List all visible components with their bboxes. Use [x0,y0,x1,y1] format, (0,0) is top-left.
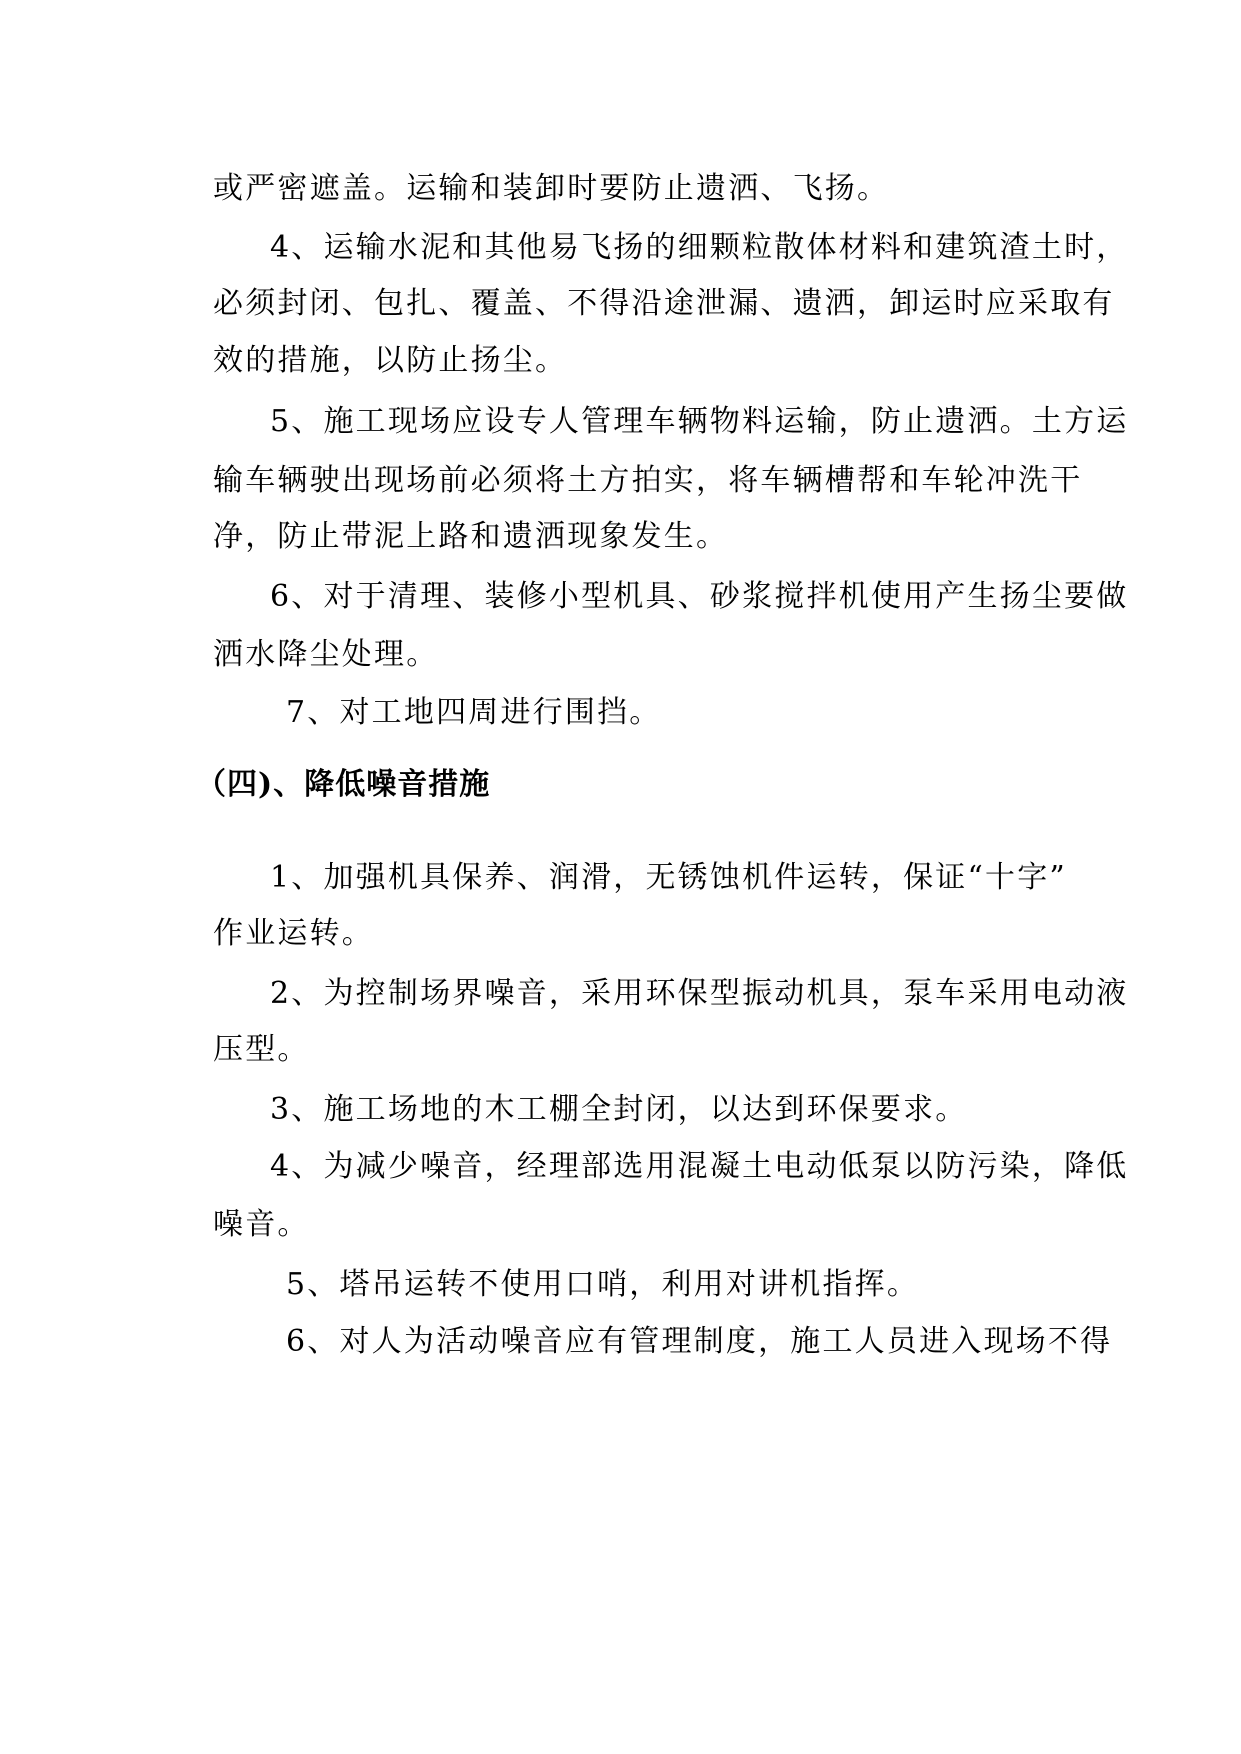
text-line: 输车辆驶出现场前必须将土方拍实，将车辆槽帮和车轮冲洗干 [213,463,1083,498]
list-item-4-line1: 4、为减少噪音，经理部选用混凝土电动低泵以防污染，降低 [270,1149,1129,1184]
section-heading: （四)、降低噪音措施 [196,767,491,802]
list-item-2-line1: 2、为控制场界噪音，采用环保型振动机具，泵车采用电动液 [270,976,1129,1011]
list-item-1-line1: 1、加强机具保养、润滑，无锈蚀机件运转，保证“十字” [270,860,1067,895]
list-item-5-line1: 5、施工现场应设专人管理车辆物料运输，防止遗洒。土方运 [270,404,1129,439]
text-line: 洒水降尘处理。 [213,637,439,672]
list-item-5: 5、塔吊运转不使用口哨，利用对讲机指挥。 [286,1267,920,1302]
text-line: 必须封闭、包扎、覆盖、不得沿途泄漏、遗洒，卸运时应采取有 [213,286,1115,321]
text-line: 噪音。 [213,1207,310,1242]
list-item-3: 3、施工场地的木工棚全封闭，以达到环保要求。 [270,1092,968,1127]
text-line: 压型。 [213,1032,310,1067]
list-item-4-line1: 4、运输水泥和其他易飞扬的细颗粒散体材料和建筑渣土时， [270,230,1129,265]
list-item-7: 7、对工地四周进行围挡。 [286,695,662,730]
text-line: 效的措施，以防止扬尘。 [213,343,568,378]
list-item-6-line1: 6、对于清理、装修小型机具、砂浆搅拌机使用产生扬尘要做 [270,579,1129,614]
text-line: 作业运转。 [213,916,374,951]
text-line: 净，防止带泥上路和遗洒现象发生。 [213,519,729,554]
text-line: 或严密遮盖。运输和装卸时要防止遗洒、飞扬。 [213,171,890,206]
list-item-6-line1: 6、对人为活动噪音应有管理制度，施工人员进入现场不得 [286,1324,1113,1359]
